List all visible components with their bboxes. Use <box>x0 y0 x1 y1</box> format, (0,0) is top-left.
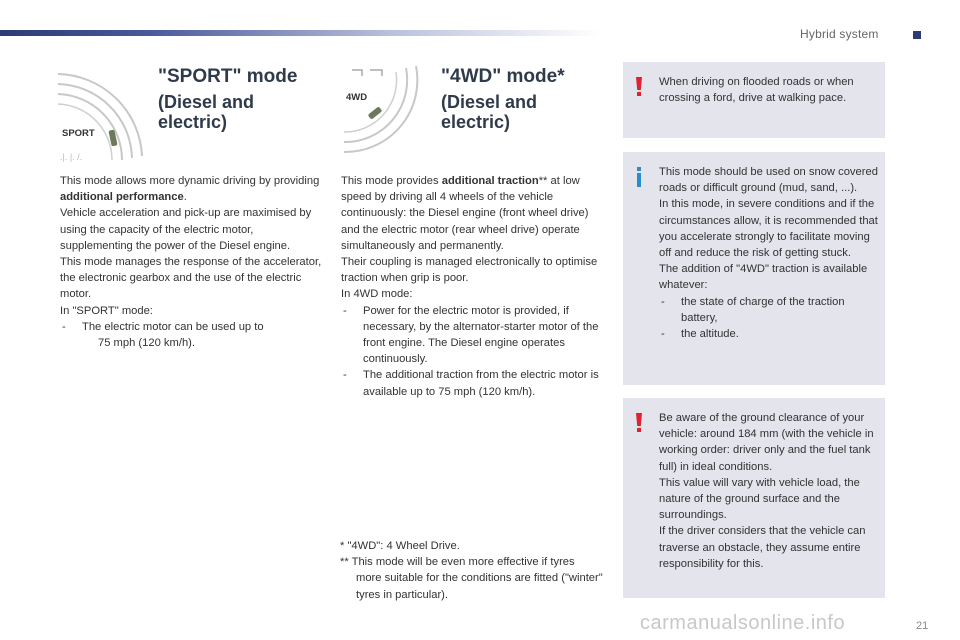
sport-bullet-1-cont: 75 mph (120 km/h). <box>98 337 196 350</box>
header-bar <box>0 30 600 36</box>
sport-title-line1: "SPORT" mode <box>158 66 298 87</box>
4wd-subtitle-line1: (Diesel and <box>441 92 538 112</box>
footnote-2-cont: more suitable for the conditions are fitted ("winter" tyres in particular). <box>356 572 603 601</box>
sport-paragraph-2: Vehicle acceleration and pick-up are maximised by using the capacity of the electric motor, supplementing the power of the Diesel engine. <box>60 207 312 252</box>
sport-dial-illustration <box>52 62 144 162</box>
4wd-paragraph-1: This mode provides additional traction** at low speed by driving all 4 wheels of the vehicle continuously: the Diesel engine (front wheel drive) and the electric motor (rear wheel drive) operate simultaneously and permanently. <box>341 175 589 252</box>
4wd-body <box>341 173 603 400</box>
info-icon <box>633 166 645 188</box>
footnote-1: * "4WD": 4 Wheel Drive. <box>340 540 460 552</box>
snow-info-line-3: The addition of "4WD" traction is available whatever: <box>659 263 868 292</box>
clearance-line-2: This value will vary with vehicle load, the nature of the ground surface and the surroundings. <box>659 476 860 522</box>
snow-info-bullet-2: - the altitude. <box>661 328 739 341</box>
4wd-paragraph-3: In 4WD mode: <box>341 288 413 301</box>
flood-warning-box <box>623 62 885 138</box>
svg-text:.|. |. /.: .|. |. /. <box>60 152 83 162</box>
4wd-bullet-1: - Power for the electric motor is provided, if necessary, by the alternator-starter motor of the front engine. The Diesel engine operates continuously. <box>343 304 599 366</box>
snow-info-text <box>659 164 879 342</box>
4wd-dial-label: 4WD <box>346 92 368 103</box>
sport-dial-label: SPORT <box>62 128 95 139</box>
4wd-dial-illustration <box>340 62 420 157</box>
watermark: carmanualsonline.info <box>640 612 846 634</box>
sport-subtitle-line1: (Diesel and <box>158 92 255 112</box>
4wd-subtitle <box>441 92 601 132</box>
section-title: Hybrid system <box>800 27 879 41</box>
footnote-2: ** This mode will be even more effective if tyres <box>340 556 575 569</box>
4wd-subtitle-line2: electric) <box>441 112 511 132</box>
sport-paragraph-1: This mode allows more dynamic driving by providing additional performance. <box>60 175 320 204</box>
sport-paragraph-4: In "SPORT" mode: <box>60 304 153 317</box>
footnotes <box>340 538 610 603</box>
4wd-title <box>441 67 611 87</box>
header-marker <box>913 31 921 39</box>
sport-title <box>158 67 328 87</box>
sport-body <box>60 173 322 351</box>
snow-info-bullet-1: - the state of charge of the traction battery, <box>661 295 845 324</box>
snow-info-line-1: This mode should be used on snow covered roads or difficult ground (mud, sand, ...). <box>659 166 878 195</box>
sport-subtitle <box>158 92 318 132</box>
sport-subtitle-line2: electric) <box>158 112 228 132</box>
4wd-bullet-2: - The additional traction from the electric motor is available up to 75 mph (120 km/h). <box>343 369 599 398</box>
sport-bullet-1: - The electric motor can be used up to <box>62 320 264 333</box>
4wd-paragraph-2: Their coupling is managed electronically to optimise traction when grip is poor. <box>341 256 598 285</box>
flood-warning-text: When driving on flooded roads or when crossing a ford, drive at walking pace. <box>659 76 854 105</box>
4wd-title-line1: "4WD" mode* <box>441 66 565 87</box>
clearance-line-3: If the driver considers that the vehicle can traverse an obstacle, they assume entire responsibility for this. <box>659 525 866 570</box>
warning-exclamation-icon <box>633 76 645 98</box>
snow-info-box <box>623 152 885 385</box>
sport-paragraph-3: This mode manages the response of the accelerator, the electronic gearbox and the use of the electric motor. <box>60 256 322 301</box>
clearance-warning-box <box>623 398 885 598</box>
clearance-warning-text <box>659 410 879 572</box>
clearance-line-1: Be aware of the ground clearance of your vehicle: around 184 mm (with the vehicle in working order: driver only and the fuel tank full) in ideal conditions. <box>659 412 874 473</box>
warning-exclamation-icon <box>633 412 645 434</box>
page-number: 21 <box>916 620 929 632</box>
snow-info-line-2: In this mode, in severe conditions and if the circumstances allow, it is recommended that you accelerate strongly to facilitate moving off and reduce the risk of getting stuck. <box>659 198 878 260</box>
